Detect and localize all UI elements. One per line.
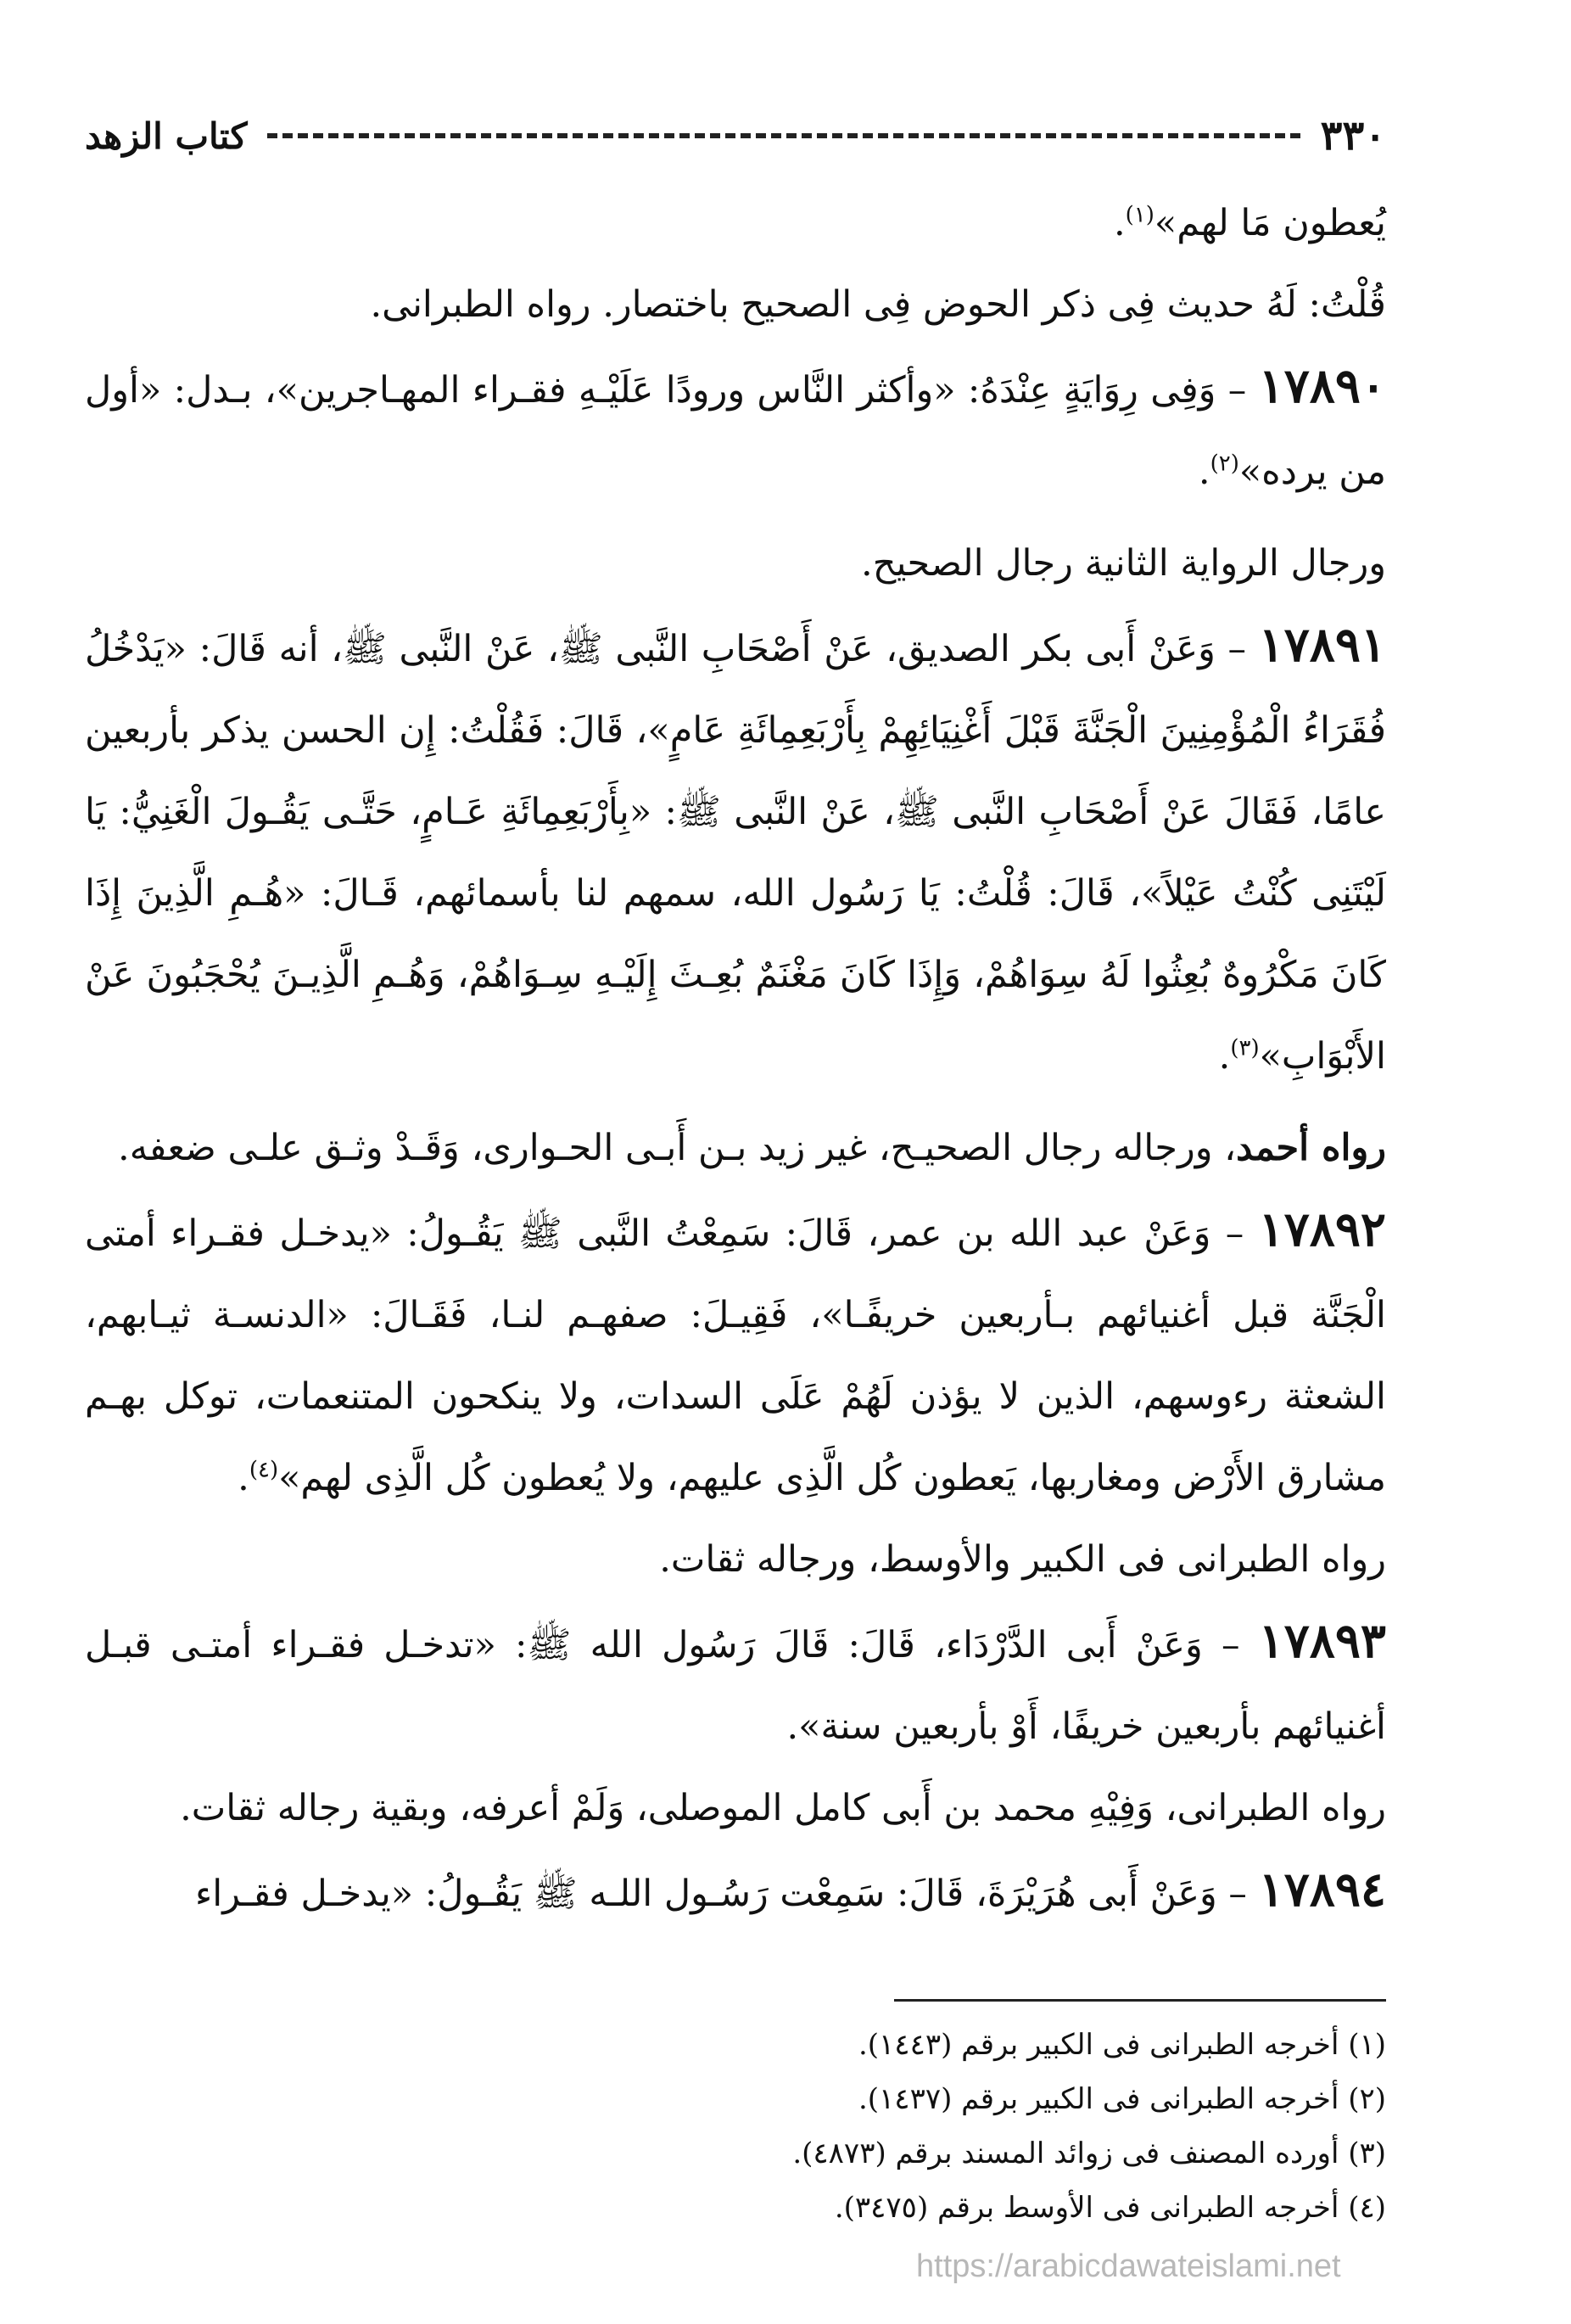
footnotes xyxy=(254,2018,1386,2235)
main-text xyxy=(85,182,1386,1935)
paragraph-grading xyxy=(85,1767,1386,1849)
hadith-number: ١٧٨٩٣ xyxy=(1258,1613,1386,1669)
footnote-divider xyxy=(894,1999,1386,2002)
header-divider xyxy=(267,133,1300,138)
footnote-ref: (١) xyxy=(1125,202,1154,228)
hadith-17893 xyxy=(85,1600,1386,1767)
hadith-number: ١٧٨٩٢ xyxy=(1258,1201,1386,1257)
hadith-number: ١٧٨٩٠ xyxy=(1258,358,1386,414)
paragraph-grading xyxy=(85,1519,1386,1600)
hadith-17890 xyxy=(85,345,1386,512)
footnote-3: (٣) أورده المصنف فى زوائد المسند برقم (٤٨٧٣). xyxy=(792,2136,1386,2170)
hadith-17894 xyxy=(85,1849,1386,1935)
paragraph-end: . xyxy=(1113,202,1126,244)
page-number: ٣٣٠ xyxy=(1320,112,1386,160)
footnote-2: (٢) أخرجه الطبرانى فى الكبير برقم (١٤٣٧). xyxy=(858,2082,1386,2116)
watermark-url: https://arabicdawateislami.net xyxy=(916,2248,1341,2284)
paragraph-grading xyxy=(85,1107,1386,1189)
paragraph-text: رواه الطبرانى فى الكبير والأوسط، ورجاله ثقات. xyxy=(659,1538,1386,1581)
hadith-number: ١٧٨٩١ xyxy=(1258,617,1386,673)
hadith-17891 xyxy=(85,604,1386,1097)
footnote-ref: (٢) xyxy=(1210,451,1239,477)
hadith-17892 xyxy=(85,1189,1386,1519)
footnote-4: (٤) أخرجه الطبرانى فى الأوسط برقم (٣٤٧٥). xyxy=(834,2191,1386,2225)
paragraph-grading xyxy=(85,523,1386,604)
paragraph-end: . xyxy=(1198,451,1210,493)
hadith-text: – وَعَنْ أَبى هُرَيْرَةَ، قَالَ: سَمِعْت رَسُـول اللـه ﷺ يَقُـولُ: «يدخـل فقـراء xyxy=(195,1873,1259,1915)
book-title: كتاب الزهد xyxy=(85,115,248,157)
footnote-ref: (٤) xyxy=(249,1457,279,1483)
page-header xyxy=(85,102,1386,170)
hadith-text: – وَعَنْ أَبى الدَّرْدَاء، قَالَ: قَالَ رَسُول الله ﷺ: «تدخـل فقـراء أمتـى قبـل أغنيائهم بأربعين خريفًا، أَوْ بأربعين سنة». xyxy=(85,1624,1386,1748)
paragraph-comment xyxy=(85,264,1386,345)
paragraph-end: . xyxy=(1218,1035,1231,1078)
paragraph-text: ، ورجاله رجال الصحيـح، غير زيد بـن أَبـى الحـوارى، وَقَـدْ وثـق علـى ضعفه. xyxy=(118,1127,1237,1169)
narrator-name: رواه أحمد xyxy=(1236,1127,1386,1169)
hadith-text: – وَعَنْ أَبى بكر الصديق، عَنْ أَصْحَابِ النَّبى ﷺ، عَنْ النَّبى ﷺ، أنه قَالَ: «يَدْخُلُ فُقَرَاءُ الْمُؤْمِنِينَ الْجَنَّةَ قَبْلَ أَغْنِيَائِهِمْ بِأَرْبَعِمِائَةِ عَامٍ»، قَالَ: فَقُلْتُ: إِن الحسن يذكر بأربعين عامًا، فَقَالَ عَنْ أَصْحَابِ النَّبى ﷺ، عَنْ النَّبى ﷺ: «بِأَرْبَعِمِائَةِ عَـامٍ، حَتَّـى يَقُـولَ الْغَنِيُّ: يَا لَيْتَنِى كُنْتُ عَيْلاً»، قَالَ: قُلْتُ: يَا رَسُول الله، سمهم لنا بأسمائهم، قَـالَ: «هُـمِ الَّذِينَ إِذَا كَانَ مَكْرُوهٌ بُعِثُوا لَهُ سِوَاهُمْ، وَإِذَا كَانَ مَغْنَمٌ بُعِـثَ إِلَيْـهِ سِـوَاهُمْ، وَهُـمِ الَّذِيـنَ يُحْجَبُونَ عَنْ الأَبْوَابِ» xyxy=(85,628,1386,1078)
paragraph-continuation xyxy=(85,182,1386,264)
hadith-text: – وَفِى رِوَايَةٍ عِنْدَهُ: «وأكثر النَّاس ورودًا عَلَيْـهِ فقـراء المهـاجرين»، بـدل: «أول من يرده» xyxy=(85,369,1386,493)
paragraph-text: يُعطون مَا لهم» xyxy=(1154,202,1386,244)
footnote-1: (١) أخرجه الطبرانى فى الكبير برقم (١٤٤٣). xyxy=(858,2028,1386,2062)
paragraph-text: رواه الطبرانى، وَفِيْهِ محمد بن أَبى كامل الموصلى، وَلَمْ أعرفه، وبقية رجاله ثقات. xyxy=(180,1787,1386,1829)
paragraph-end: . xyxy=(238,1457,249,1499)
paragraph-text: ورجال الرواية الثانية رجال الصحيح. xyxy=(861,542,1386,585)
footnote-ref: (٣) xyxy=(1230,1035,1260,1061)
hadith-text: – وَعَنْ عبد الله بن عمر، قَالَ: سَمِعْتُ النَّبى ﷺ يَقُـولُ: «يدخـل فقـراء أمتى الْجَنَّة قبل أغنيائهم بـأربعين خريفًـا»، فَقِيـلَ: صفهـم لنـا، فَقَـالَ: «الدنسـة ثيـابهم، الشعثة رءوسهم، الذين لا يؤذن لَهُمْ عَلَى السدات، ولا ينكحون المتنعمات، توكل بهـم مشارق الأَرْض ومغاربها، يَعطون كُل الَّذِى عليهم، ولا يُعطون كُل الَّذِى لهم» xyxy=(85,1212,1386,1499)
paragraph-text: قُلْتُ: لَهُ حديث فِى ذكر الحوض فِى الصحيح باختصار. رواه الطبرانى. xyxy=(370,283,1386,326)
hadith-number: ١٧٨٩٤ xyxy=(1258,1862,1386,1918)
